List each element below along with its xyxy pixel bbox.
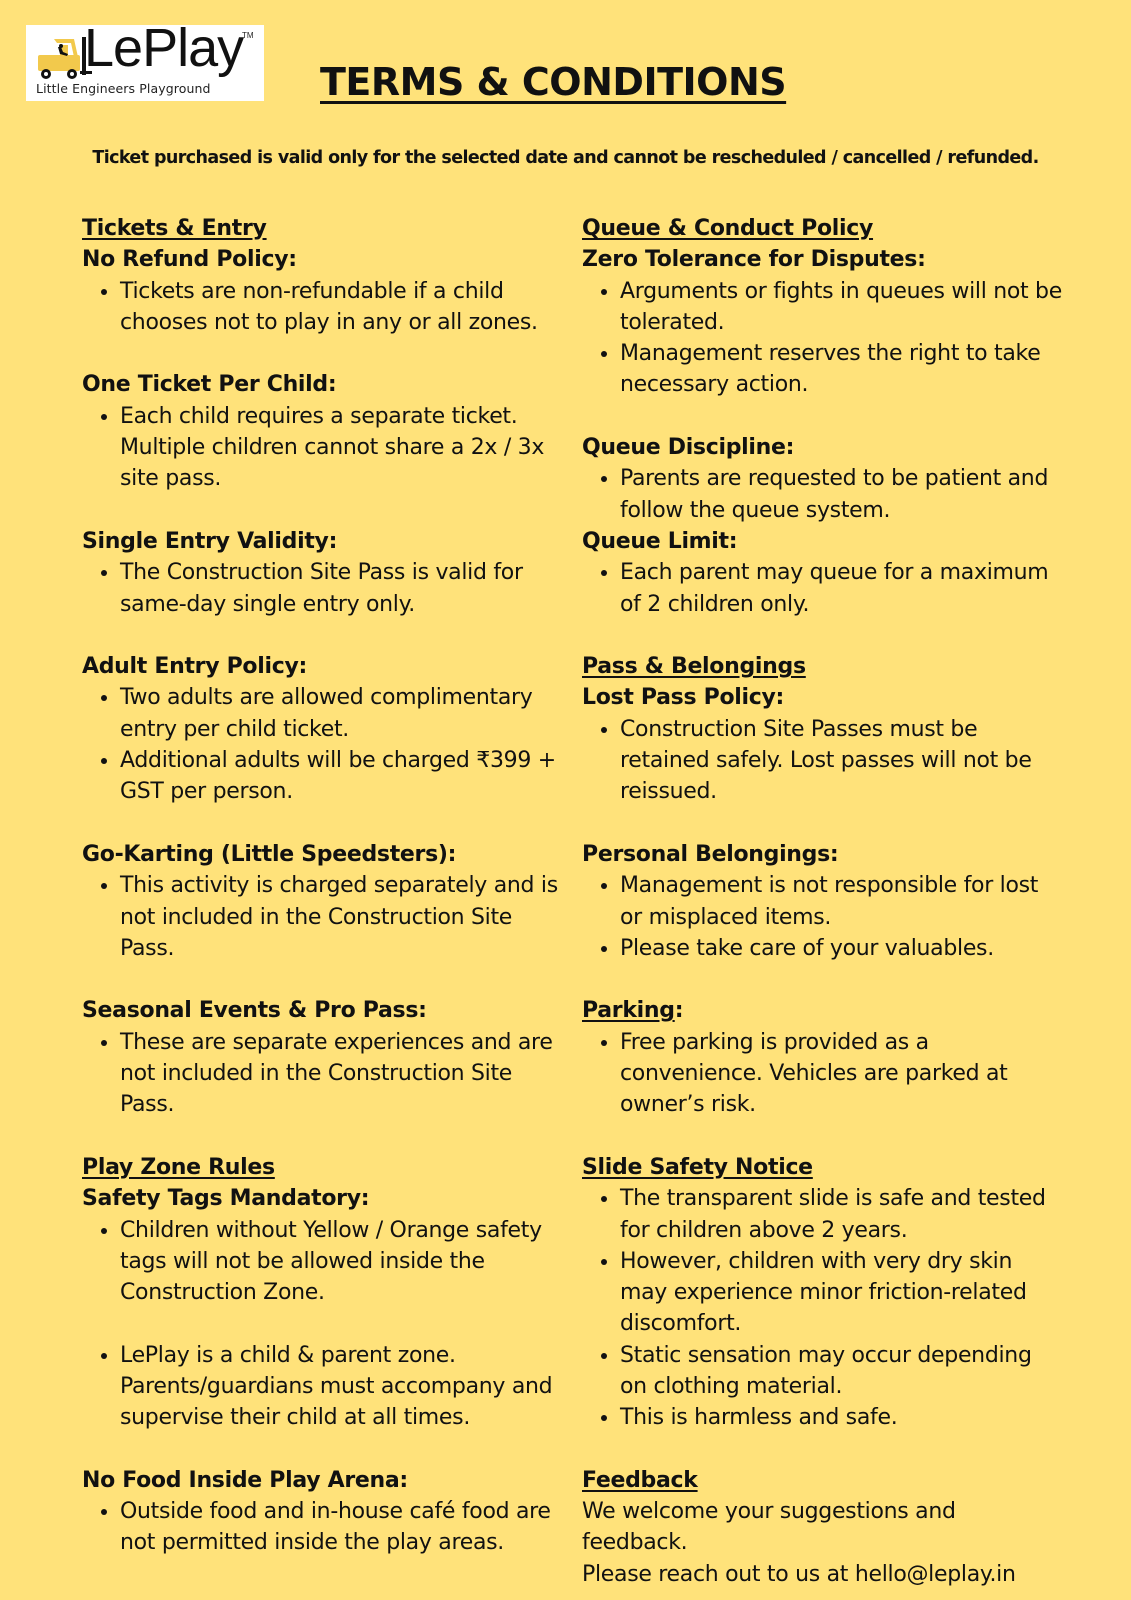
list-item: • These are separate experiences and are not included in the Construction Site Pass. [120,1027,572,1121]
list-item: • Construction Site Passes must be retained safely. Lost passes will not be reissued. [620,714,1062,808]
queue-discipline-list [582,463,1062,526]
list-item: • This is harmless and safe. [620,1402,1062,1433]
subheading-seasonal: Seasonal Events & Pro Pass: [82,998,427,1024]
subheading-adult-entry: Adult Entry Policy: [82,654,308,680]
list-item: • However, children with very dry skin may experience minor friction-related discomfort. [620,1246,1062,1340]
subheading-go-karting: Go-Karting (Little Speedsters): [82,841,457,867]
feedback-contact [582,1559,1062,1590]
section-title-feedback: Feedback [582,1467,698,1493]
supervision-list [82,1340,572,1434]
slide-safety-list [582,1183,1062,1433]
logo-wordmark: LePlay [84,18,244,78]
list-item: • Management is not responsible for lost or misplaced items. [620,870,1062,933]
list-item: • LePlay is a child & parent zone. Parents/guardians must accompany and supervise their child at all times. [120,1340,572,1434]
section-title-tickets-entry: Tickets & Entry [82,216,267,241]
no-refund-list [82,276,572,339]
list-item: • Children without Yellow / Orange safety tags will not be allowed inside the Construction Zone. [120,1215,572,1309]
leplay-logo [26,18,264,101]
single-entry-list [82,557,572,620]
parking-title: Parking [582,998,675,1024]
subheading-queue-discipline: Queue Discipline: [582,435,795,461]
list-item: • Each child requires a separate ticket. Multiple children cannot share a 2x / 3x site pass. [120,401,572,495]
logo-tagline: Little Engineers Playground [36,81,211,96]
subheading-no-refund: No Refund Policy: [82,247,297,273]
list-item: • Free parking is provided as a convenience. Vehicles are parked at owner’s risk. [620,1027,1062,1121]
list-item: • Two adults are allowed complimentary entry per child ticket. [120,682,572,745]
subheading-safety-tags: Safety Tags Mandatory: [82,1186,370,1212]
parking-colon: : [674,998,684,1024]
list-item: • Arguments or fights in queues will not be tolerated. [620,276,1062,339]
section-title-play-zone: Play Zone Rules [82,1154,275,1180]
safety-tags-list [82,1215,572,1309]
zero-tolerance-list [582,276,1062,401]
list-item: • The transparent slide is safe and tested for children above 2 years. [620,1183,1062,1246]
lost-pass-list [582,714,1062,808]
subheading-queue-limit: Queue Limit: [582,528,738,554]
page-title: TERMS & CONDITIONS [320,60,787,104]
section-title-pass-belongings: Pass & Belongings [582,654,806,680]
list-item: • Additional adults will be charged ₹399 + GST per person. [120,745,572,808]
parking-list [582,1027,1062,1121]
no-food-list [82,1496,572,1559]
list-item: • Management reserves the right to take necessary action. [620,338,1062,401]
subheading-lost-pass: Lost Pass Policy: [582,685,785,711]
list-item: • Parents are requested to be patient and follow the queue system. [620,463,1062,526]
contact-prefix: Please reach out to us at [582,1561,855,1587]
section-title-slide-safety: Slide Safety Notice [582,1154,813,1180]
list-item: • The Construction Site Pass is valid for same-day single entry only. [120,557,572,620]
subheading-single-entry: Single Entry Validity: [82,528,338,554]
list-item: • This activity is charged separately and is not included in the Construction Site Pass. [120,870,572,964]
list-item: • Tickets are non-refundable if a child chooses not to play in any or all zones. [120,276,572,339]
left-column [82,213,572,1559]
trademark-symbol: TM [242,31,254,40]
seasonal-list [82,1027,572,1121]
go-karting-list [82,870,572,964]
one-ticket-list [82,401,572,495]
feedback-text: We welcome your suggestions and feedback. [582,1499,956,1556]
right-column [582,213,1062,1590]
personal-belongings-list [582,870,1062,964]
subheading-personal-belongings: Personal Belongings: [582,841,839,867]
subheading-zero-tolerance: Zero Tolerance for Disputes: [582,247,926,273]
list-item: • Please take care of your valuables. [620,933,1062,964]
list-item: • Static sensation may occur depending on clothing material. [620,1340,1062,1403]
queue-limit-list [582,557,1062,620]
validity-notice: Ticket purchased is valid only for the selected date and cannot be rescheduled / cancelled / refunded. [92,148,1039,168]
section-title-queue: Queue & Conduct Policy [582,216,874,241]
adult-entry-list [82,682,572,807]
subheading-no-food: No Food Inside Play Arena: [82,1467,408,1493]
subheading-one-ticket: One Ticket Per Child: [82,372,337,398]
list-item: • Outside food and in-house café food are not permitted inside the play areas. [120,1496,572,1559]
list-item: • Each parent may queue for a maximum of 2 children only. [620,557,1062,620]
section-title-parking [582,995,1062,1026]
email-link[interactable]: hello@leplay.in [854,1561,1016,1587]
